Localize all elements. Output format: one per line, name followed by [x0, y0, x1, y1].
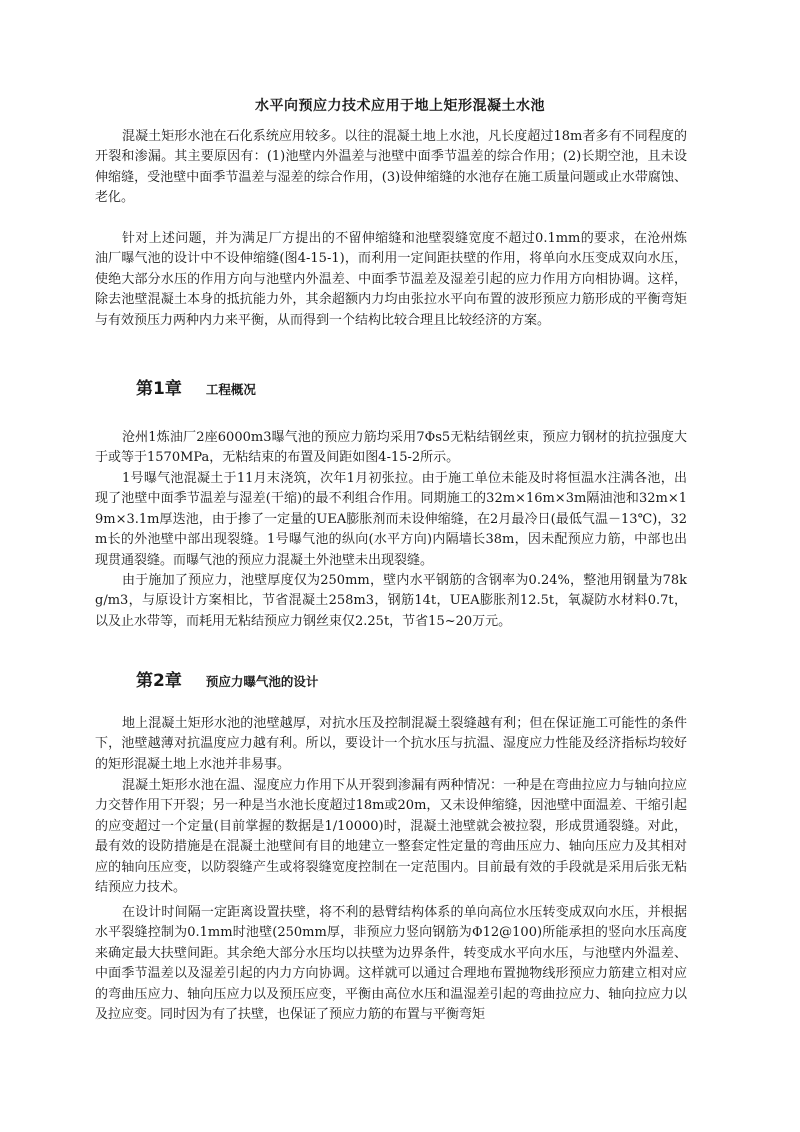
intro-paragraph-2: 针对上述问题，并为满足厂方提出的不留伸缩缝和池壁裂缝宽度不超过0.1mm的要求，在沧州炼油厂曝气池的设计中不设伸缩缝(图4-15-1)，而利用一定间距扶壁的作用，将单向水压变成双向水压，使绝大部分水压的作用方向与池壁内外温差、中面季节温差及湿差引起的应力作用方向相协调。这样，除去池壁混凝土本身的抵抗能力外，其余超额内力均由张拉水平向布置的波形预应力筋形成的平衡弯矩与有效预压力两种内力来平衡，从而得到一个结构比较合理且比较经济的方案。 [95, 231, 687, 328]
chapter-2-name: 预应力曝气池的设计 [205, 674, 319, 689]
chapter-1-number: 第1章 [136, 379, 182, 399]
chapter-2-paragraph-3: 在设计时间隔一定距离设置扶壁，将不利的悬臂结构体系的单向高位水压转变成双向水压，并根据水平裂缝控制为0.1mm时池壁(250mm厚，非预应力竖向钢筋为Φ12@100)所能承担的竖向水压高度来确定最大扶壁间距。其余绝大部分水压均以扶壁为边界条件，转变成水平向水压，与池壁内外温差、中面季节温差以及湿差引起的内力方向协调。这样就可以通过合理地布置抛物线形预应力筋建立相对应的弯曲压应力、轴向压应力以及预压应变，平衡由高位水压和温湿差引起的弯曲拉应力、轴向拉应力以及拉应变。同时因为有了扶壁，也保证了预应力筋的布置与平衡弯矩 [95, 905, 687, 1023]
chapter-2-heading [136, 666, 318, 691]
chapter-2-paragraph-2: 混凝土矩形水池在温、湿度应力作用下从开裂到渗漏有两种情况：一种是在弯曲拉应力与轴向拉应力交替作用下开裂；另一种是当水池长度超过18m或20m，又未设伸缩缝，因池壁中面温差、干缩引起的应变超过一个定量(目前掌握的数据是1/10000)时，混凝土池壁就会被拉裂，形成贯通裂缝。对此，最有效的设防措施是在混凝土池壁间有目的地建立一整套定性定量的弯曲压应力、轴向压应力及其相对应的轴向压应变，以防裂缝产生或将裂缝宽度控制在一定范围内。目前最有效的手段就是采用后张无粘结预应力技术。 [95, 778, 687, 896]
chapter-1-paragraph-1: 沧州1炼油厂2座6000m3曝气池的预应力筋均采用7Φs5无粘结钢丝束，预应力钢材的抗拉强度大于或等于1570MPa，无粘结束的布置及间距如图4-15-2所示。 [95, 430, 687, 466]
chapter-2-paragraph-1: 地上混凝土矩形水池的池壁越厚，对抗水压及控制混凝土裂缝越有利；但在保证施工可能性的条件下，池壁越薄对抗温度应力越有利。所以，要设计一个抗水压与抗温、湿度应力性能及经济指标均较好的矩形混凝土地上水池并非易事。 [95, 716, 687, 772]
intro-paragraph-1: 混凝土矩形水池在石化系统应用较多。以往的混凝土地上水池，凡长度超过18m者多有不同程度的开裂和渗漏。其主要原因有：(1)池壁内外温差与池壁中面季节温差的综合作用；(2)长期空池，且未设伸缩缝，受池壁中面季节温差与湿差的综合作用，(3)设伸缩缝的水池存在施工质量问题或止水带腐蚀、老化。 [95, 129, 687, 206]
document-title: 水平向预应力技术应用于地上矩形混凝土水池 [255, 98, 545, 114]
chapter-1-paragraph-3: 由于施加了预应力，池壁厚度仅为250mm，壁内水平钢筋的含钢率为0.24%，整池用钢量为78kg/m3，与原设计方案相比，节省混凝土258m3，钢筋14t，UEA膨胀剂12.5t，氧凝防水材料0.7t，以及止水带等，而耗用无粘结预应力钢丝束仅2.25t，节省15~20万元。 [95, 573, 687, 629]
chapter-1-paragraph-2: 1号曝气池混凝土于11月末浇筑，次年1月初张拉。由于施工单位未能及时将恒温水注满各池，出现了池壁中面季节温差与湿差(干缩)的最不利组合作用。同期施工的32m×16m×3m隔油池和32m×19m×3.1m厚迭池，由于掺了一定量的UEA膨胀剂而未设伸缩缝，在2月最冷日(最低气温－13℃)，32m长的外池壁中部出现裂缝。1号曝气池的纵向(水平方向)内隔墙长38m，因未配预应力筋，中部也出现贯通裂缝。而曝气池的预应力混凝土外池壁未出现裂缝。 [95, 471, 687, 568]
chapter-2-number: 第2章 [136, 671, 182, 691]
chapter-1-name: 工程概况 [205, 382, 256, 397]
chapter-1-heading [136, 374, 256, 399]
